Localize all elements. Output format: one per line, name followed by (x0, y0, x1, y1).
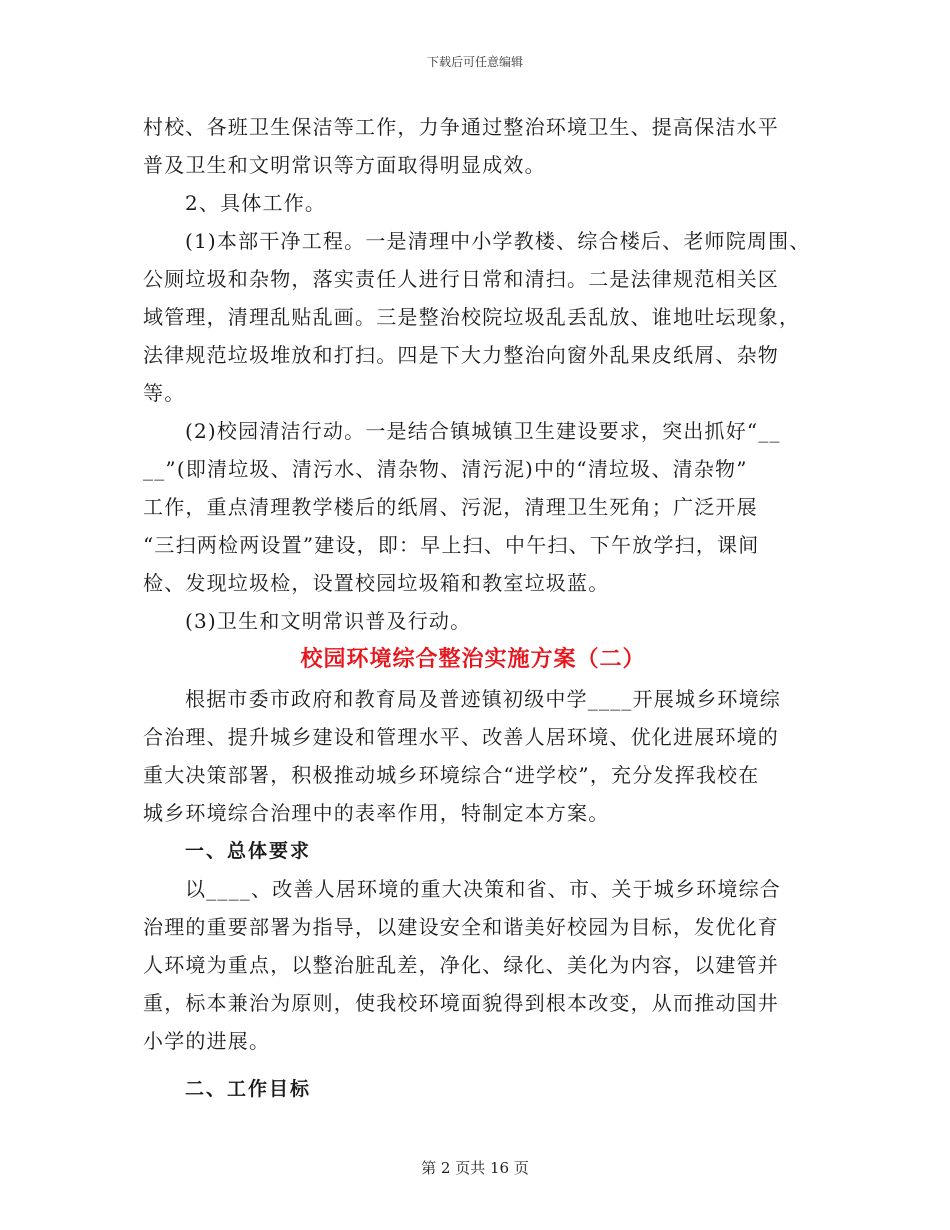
page-header: 下载后可任意编辑 (426, 55, 523, 69)
paragraph-line: 域管理，清理乱贴乱画。三是整治校院垃圾乱丢乱放、谁地吐坛现象， (143, 305, 801, 329)
section-heading: 二、工作目标 (185, 1078, 312, 1100)
paragraph-line: 根据市委市政府和教育局及普迹镇初级中学____开展城乡环境综 (185, 687, 781, 711)
paragraph-line: 人环境为重点，以整治脏乱差，净化、绿化、美化为内容，以建管并 (143, 953, 779, 977)
paragraph-line: 等。 (143, 381, 186, 405)
paragraph-line: 治理的重要部署为指导，以建设安全和谐美好校园为目标，发优化育 (143, 915, 779, 939)
paragraph-line: 公厕垃圾和杂物，落实责任人进行日常和清扫。二是法律规范相关区 (143, 267, 779, 291)
paragraph-line: (3)卫生和文明常识普及行动。 (185, 609, 472, 633)
spacer (143, 1060, 803, 1070)
paragraph-line: 工作，重点清理教学楼后的纸屑、污泥，清理卫生死角；广泛开展 (143, 495, 758, 519)
section-heading: 一、总体要求 (185, 840, 312, 862)
paragraph-line: 以____、改善人居环境的重大决策和省、市、关于城乡环境综合 (185, 877, 781, 901)
paragraph-line: 法律规范垃圾堆放和打扫。四是下大力整治向窗外乱果皮纸屑、杂物 (143, 343, 779, 367)
item-heading: 2、具体工作。 (185, 191, 327, 215)
paragraph-line: 合治理、提升城乡建设和管理水平、改善人居环境、优化进展环境的 (143, 725, 779, 749)
section-title: 校园环境综合整治实施方案（二） (300, 647, 646, 672)
paragraph-line: 城乡环境综合治理中的表率作用，特制定本方案。 (143, 801, 610, 825)
paragraph-line: __”(即清垃圾、清污水、清杂物、清污泥)中的“清垃圾、清杂物” (143, 457, 748, 481)
paragraph-line: 普及卫生和文明常识等方面取得明显成效。 (143, 153, 546, 177)
paragraph-line: (2)校园清洁行动。一是结合镇城镇卫生建设要求，突出抓好“__ (185, 419, 781, 443)
paragraph-line: (1)本部干净工程。一是清理中小学教楼、综合楼后、老师院周围、 (185, 229, 811, 253)
paragraph-line: 小学的进展。 (143, 1029, 271, 1053)
paragraph-line: 重大决策部署，积极推动城乡环境综合“进学校”，充分发挥我校在 (143, 763, 760, 787)
paragraph-line: 村校、各班卫生保洁等工作，力争通过整治环境卫生、提高保洁水平 (143, 115, 779, 139)
paragraph-line: 重，标本兼治为原则，使我校环境面貌得到根本改变，从而推动国井 (143, 991, 779, 1015)
paragraph-line: “三扫两检两设置”建设，即：早上扫、中午扫、下午放学扫，课间 (143, 533, 760, 557)
page-footer: 第 2 页共 16 页 (421, 1159, 529, 1177)
document-body (143, 108, 811, 1108)
paragraph-line: 检、发现垃圾检，设置校园垃圾箱和教室垃圾蓝。 (143, 571, 610, 595)
